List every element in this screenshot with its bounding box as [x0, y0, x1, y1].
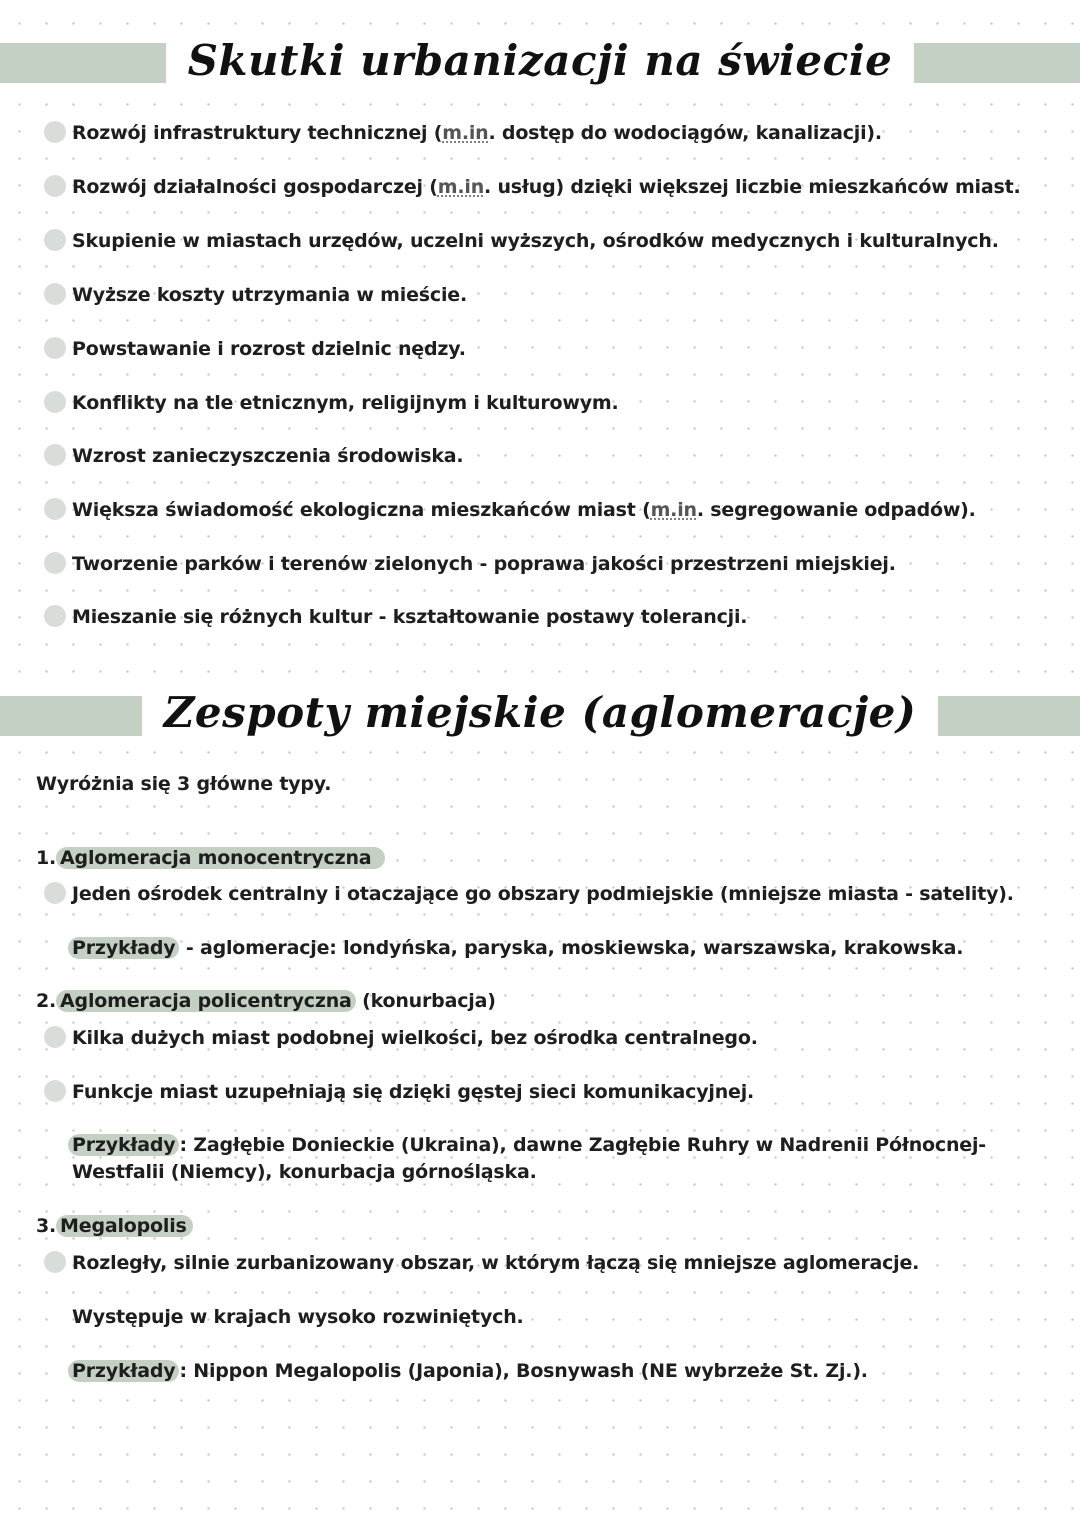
intro-text: Wyróżnia się 3 główne typy. [36, 773, 332, 795]
urbanization-effect-item: Konflikty na tle etnicznym, religijnym i kulturowym. [44, 390, 619, 416]
bullet-icon [44, 229, 66, 251]
type2-examples-line1: Przykłady : Zagłębie Donieckie (Ukraina), dawne Zagłębie Ruhry w Nadrenii Północnej- [68, 1132, 986, 1158]
bullet-icon [44, 1026, 66, 1048]
urbanization-effect-item: Skupienie w miastach urzędów, uczelni wyższych, ośrodków medycznych i kulturalnych. [44, 228, 999, 254]
type2-desc1: Kilka dużych miast podobnej wielkości, bez ośrodka centralnego. [44, 1025, 758, 1051]
bullet-icon [44, 444, 66, 466]
section-title-agglomerations: Zespoty miejskie (aglomeracje) [0, 688, 1080, 737]
type3-heading [36, 1213, 193, 1239]
type3-desc2: Występuje w krajach wysoko rozwiniętych. [72, 1306, 524, 1328]
type1-desc: Jeden ośrodek centralny i otaczające go obszary podmiejskie (mniejsze miasta - satelity). [44, 881, 1014, 907]
section-title-urbanization: Skutki urbanizacji na świecie [0, 36, 1080, 85]
bullet-icon [44, 121, 66, 143]
type2-desc2: Funkcje miast uzupełniają się dzięki gęstej sieci komunikacyjnej. [44, 1079, 754, 1105]
abbreviation: m.in [650, 499, 697, 521]
urbanization-effect-item: Tworzenie parków i terenów zielonych - poprawa jakości przestrzeni miejskiej. [44, 551, 896, 577]
type2-suffix: (konurbacja) [355, 990, 496, 1012]
abbreviation: m.in [442, 122, 489, 144]
urbanization-effect-item: Wzrost zanieczyszczenia środowiska. [44, 443, 463, 469]
type2-examples-line2: Westfalii (Niemcy), konurbacja górnośląska. [72, 1161, 537, 1183]
bullet-icon [44, 1251, 66, 1273]
examples-label: Przykłady [68, 937, 179, 959]
type2-number: 2. [36, 990, 57, 1012]
urbanization-effect-item: Mieszanie się różnych kultur - kształtowanie postawy tolerancji. [44, 604, 747, 630]
type1-examples: Przykłady - aglomeracje: londyńska, paryska, moskiewska, warszawska, krakowska. [68, 935, 963, 961]
type1-number: 1. [36, 847, 57, 869]
urbanization-effect-item: Powstawanie i rozrost dzielnic nędzy. [44, 336, 466, 362]
bullet-icon [44, 283, 66, 305]
type3-name: Megalopolis [56, 1215, 193, 1237]
bullet-icon [44, 498, 66, 520]
bullet-icon [44, 1080, 66, 1102]
type3-number: 3. [36, 1215, 57, 1237]
type2-heading [36, 988, 496, 1014]
bullet-icon [44, 882, 66, 904]
type3-desc1: Rozległy, silnie zurbanizowany obszar, w którym łączą się mniejsze aglomeracje. [44, 1250, 919, 1276]
bullet-icon [44, 337, 66, 359]
examples-label: Przykłady [68, 1360, 179, 1382]
bullet-icon [44, 175, 66, 197]
type1-name: Aglomeracja monocentryczna [56, 847, 385, 869]
bullet-icon [44, 605, 66, 627]
type3-examples: Przykłady : Nippon Megalopolis (Japonia), Bosnywash (NE wybrzeże St. Zj.). [68, 1358, 868, 1384]
bullet-icon [44, 552, 66, 574]
urbanization-effect-item: Rozwój infrastruktury technicznej (m.in. dostęp do wodociągów, kanalizacji). [44, 120, 882, 146]
type2-name: Aglomeracja policentryczna [56, 990, 356, 1012]
urbanization-effect-item: Większa świadomość ekologiczna mieszkańców miast (m.in. segregowanie odpadów). [44, 497, 976, 523]
urbanization-effect-item: Rozwój działalności gospodarczej (m.in. usług) dzięki większej liczbie mieszkańców miast. [44, 174, 1021, 200]
bullet-icon [44, 391, 66, 413]
examples-label: Przykłady [68, 1134, 179, 1156]
abbreviation: m.in [437, 176, 485, 198]
urbanization-effect-item: Wyższe koszty utrzymania w mieście. [44, 282, 467, 308]
type1-heading [36, 845, 385, 871]
